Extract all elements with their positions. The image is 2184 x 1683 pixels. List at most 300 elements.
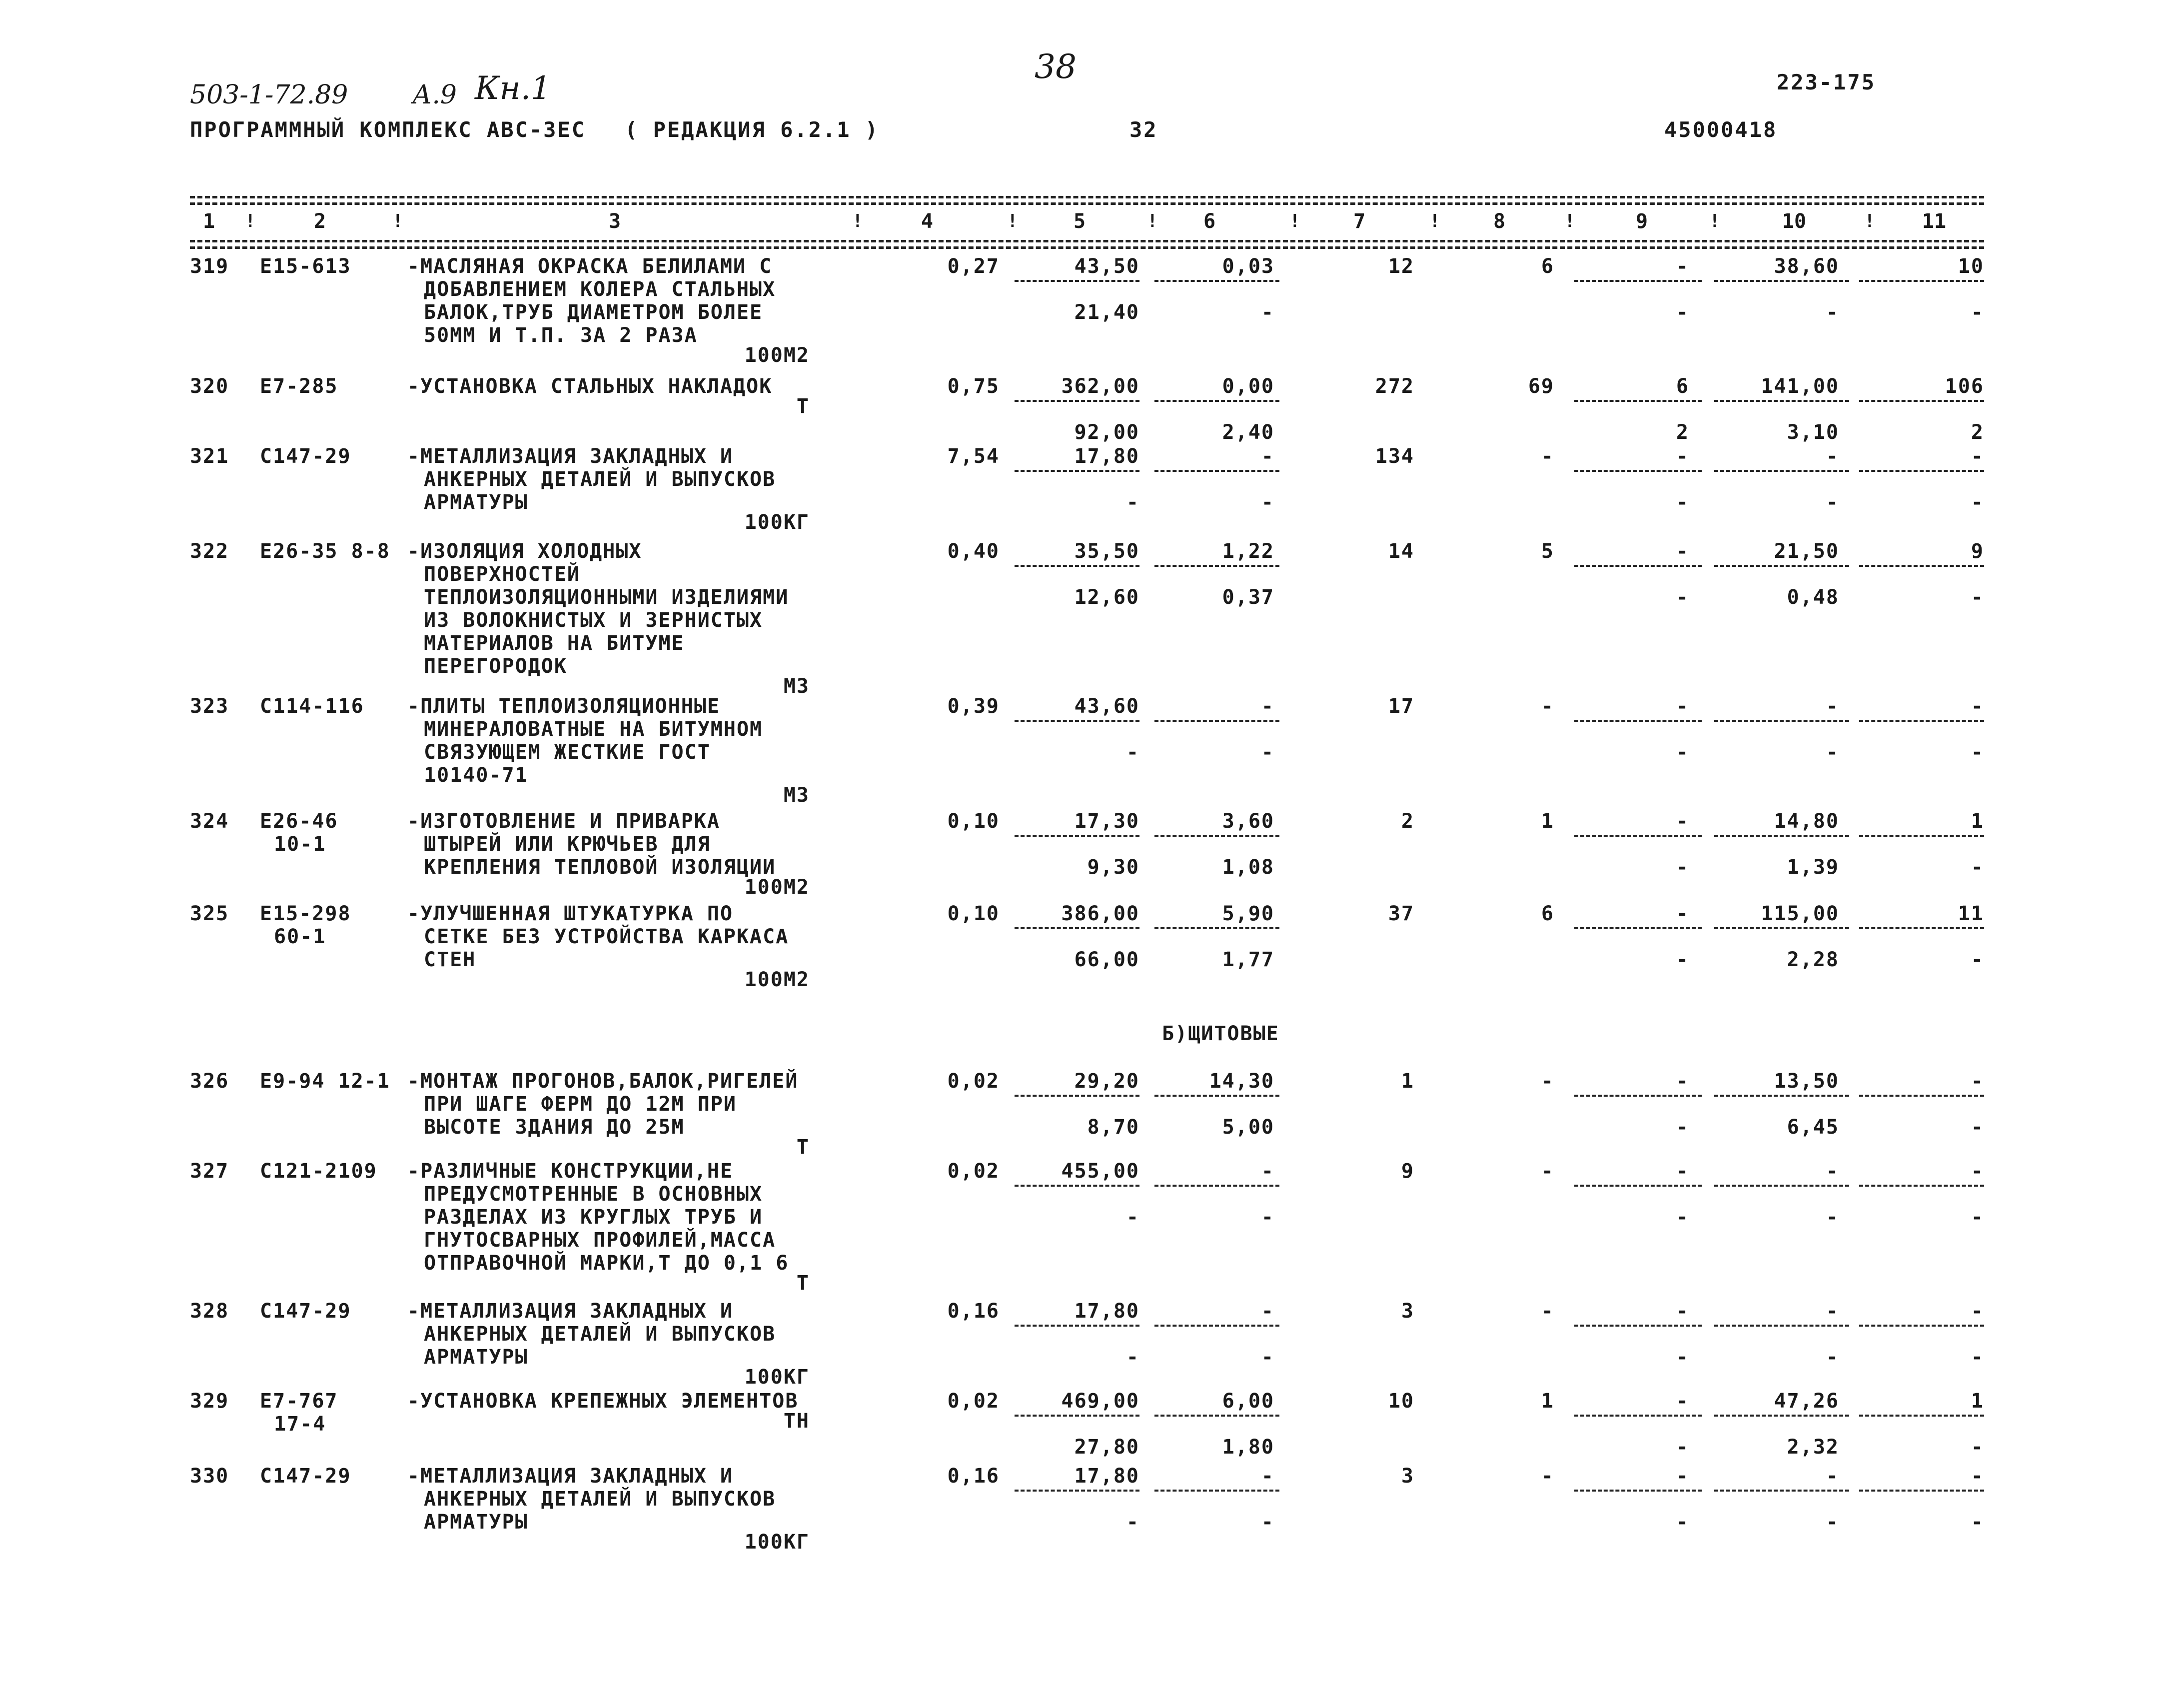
cell-col10-bottom: 0,48 [1787, 586, 1839, 609]
row-number: 321 [190, 445, 229, 468]
cell-divider [1574, 1095, 1702, 1097]
cell-col9-bottom: - [1676, 741, 1689, 764]
cell-col11-top: - [1971, 1160, 1984, 1183]
cell-col10-top: - [1826, 445, 1839, 468]
cell-col10-bottom: - [1826, 1206, 1839, 1229]
cell-col10-top: 21,50 [1774, 540, 1839, 563]
cell-col4: 0,16 [947, 1465, 1000, 1488]
cell-divider [1154, 835, 1279, 837]
row-code: С121-2109 [260, 1160, 377, 1183]
row-description: -МЕТАЛЛИЗАЦИЯ ЗАКЛАДНЫХ И [407, 1465, 734, 1488]
cell-divider [1859, 1490, 1984, 1492]
cell-divider [1574, 1490, 1702, 1492]
cell-divider [1015, 720, 1139, 722]
cell-col11-top: 10 [1958, 255, 1984, 278]
cell-divider [1714, 1325, 1849, 1327]
row-number: 327 [190, 1160, 229, 1183]
cell-col11-top: - [1971, 445, 1984, 468]
cell-col8: - [1541, 695, 1554, 718]
cell-divider [1714, 720, 1849, 722]
cell-divider [1714, 1490, 1849, 1492]
cell-col9-bottom: - [1676, 948, 1689, 971]
cell-col5-top: 362,00 [1061, 375, 1139, 398]
cell-col5-top: 29,20 [1074, 1070, 1139, 1093]
cell-col4: 0,40 [947, 540, 1000, 563]
row-description: ВЫСОТЕ ЗДАНИЯ ДО 25М [424, 1116, 685, 1139]
cell-col11-top: - [1971, 1465, 1984, 1488]
column-separator: ! [1709, 211, 1720, 231]
row-unit: 100М2 [744, 968, 810, 991]
row-description: ГНУТОСВАРНЫХ ПРОФИЛЕЙ,МАССА [424, 1229, 776, 1252]
cell-divider [1714, 1095, 1849, 1097]
program-title: ПРОГРАММНЫЙ КОМПЛЕКС АВС-3ЕС [190, 117, 586, 142]
cell-col8: - [1541, 445, 1554, 468]
row-unit: 100КГ [744, 1531, 810, 1554]
cell-col11-bottom: - [1971, 1346, 1984, 1369]
cell-col10-bottom: - [1826, 1511, 1839, 1534]
cell-divider [1714, 835, 1849, 837]
cell-col5-top: 43,60 [1074, 695, 1139, 718]
cell-col6-top: 1,22 [1222, 540, 1274, 563]
cell-divider [1015, 927, 1139, 929]
cell-col9-bottom: - [1676, 586, 1689, 609]
cell-col11-top: 1 [1971, 1390, 1984, 1413]
cell-col8: 1 [1541, 1390, 1554, 1413]
row-description: ПРЕДУСМОТРЕННЫЕ В ОСНОВНЫХ [424, 1183, 763, 1206]
cell-col9-top: - [1676, 1160, 1689, 1183]
cell-col5-bottom: 92,00 [1074, 421, 1139, 444]
cell-divider [1154, 1095, 1279, 1097]
edition: ( РЕДАКЦИЯ 6.2.1 ) [625, 117, 880, 142]
cell-col10-bottom: 2,32 [1787, 1436, 1839, 1459]
cell-col11-bottom: 2 [1971, 421, 1984, 444]
cell-col5-top: 35,50 [1074, 540, 1139, 563]
cell-col6-top: 5,90 [1222, 902, 1274, 925]
cell-col9-bottom: - [1676, 491, 1689, 514]
cell-divider [1859, 280, 1984, 282]
handwritten-code: 503-1-72.89 [190, 80, 348, 110]
cell-divider [1714, 470, 1849, 472]
cell-col6-top: 0,00 [1222, 375, 1274, 398]
cell-divider [1015, 835, 1139, 837]
cell-col9-top: - [1676, 1390, 1689, 1413]
cell-divider [1714, 565, 1849, 567]
cell-col5-bottom: - [1126, 1206, 1139, 1229]
cell-col11-top: 1 [1971, 810, 1984, 833]
row-description: ПРИ ШАГЕ ФЕРМ ДО 12М ПРИ [424, 1093, 737, 1116]
cell-col4: 0,10 [947, 902, 1000, 925]
column-separator: ! [852, 211, 863, 231]
row-description: ОТПРАВОЧНОЙ МАРКИ,Т ДО 0,1 6 [424, 1252, 789, 1275]
cell-col10-top: 141,00 [1761, 375, 1839, 398]
cell-col6-top: - [1261, 445, 1274, 468]
table-top-rule [190, 196, 1984, 198]
cell-col9-bottom: - [1676, 1116, 1689, 1139]
cell-col6-top: 6,00 [1222, 1390, 1274, 1413]
column-header-9: 9 [1635, 210, 1648, 233]
cell-divider [1714, 400, 1849, 402]
cell-col11-bottom: - [1971, 741, 1984, 764]
cell-col6-bottom: - [1261, 1511, 1274, 1534]
cell-col5-top: 43,50 [1074, 255, 1139, 278]
row-description: АРМАТУРЫ [424, 1511, 528, 1534]
column-separator: ! [1289, 211, 1300, 231]
cell-col10-bottom: 6,45 [1787, 1116, 1839, 1139]
cell-col6-bottom: 1,08 [1222, 856, 1274, 879]
row-description: -РАЗЛИЧНЫЕ КОНСТРУКЦИИ,НЕ [407, 1160, 734, 1183]
column-separator: ! [1147, 211, 1158, 231]
row-description: -МЕТАЛЛИЗАЦИЯ ЗАКЛАДНЫХ И [407, 1300, 734, 1323]
cell-divider [1154, 470, 1279, 472]
cell-col7: 3 [1401, 1465, 1414, 1488]
cell-col6-bottom: - [1261, 491, 1274, 514]
cell-divider [1574, 835, 1702, 837]
cell-divider [1714, 280, 1849, 282]
cell-col11-top: 106 [1945, 375, 1984, 398]
row-unit: М3 [783, 675, 810, 698]
cell-divider [1154, 565, 1279, 567]
cell-col4: 0,39 [947, 695, 1000, 718]
cell-col6-top: - [1261, 1300, 1274, 1323]
column-header-8: 8 [1493, 210, 1506, 233]
row-description: АНКЕРНЫХ ДЕТАЛЕЙ И ВЫПУСКОВ [424, 1488, 776, 1511]
cell-divider [1015, 470, 1139, 472]
row-description: АНКЕРНЫХ ДЕТАЛЕЙ И ВЫПУСКОВ [424, 1323, 776, 1346]
cell-col6-top: - [1261, 1160, 1274, 1183]
cell-col10-bottom: 1,39 [1787, 856, 1839, 879]
table-top-rule-2 [190, 202, 1984, 205]
cell-divider [1015, 1415, 1139, 1417]
row-unit: Т [796, 1272, 810, 1295]
cell-col7: 134 [1375, 445, 1414, 468]
row-number: 324 [190, 810, 229, 833]
cell-col10-top: 13,50 [1774, 1070, 1839, 1093]
cell-divider [1015, 400, 1139, 402]
cell-col10-top: - [1826, 1465, 1839, 1488]
handwritten-album: А.9 [412, 80, 457, 110]
doc-id: 45000418 [1664, 117, 1778, 142]
row-description: ПОВЕРХНОСТЕЙ [424, 563, 580, 586]
cell-col4: 0,02 [947, 1160, 1000, 1183]
cell-col7: 272 [1375, 375, 1414, 398]
cell-col9-bottom: - [1676, 1206, 1689, 1229]
cell-col6-bottom: 5,00 [1222, 1116, 1274, 1139]
row-code: 17-4 [274, 1413, 326, 1436]
cell-col5-top: 17,80 [1074, 1300, 1139, 1323]
cell-divider [1859, 720, 1984, 722]
row-description: АРМАТУРЫ [424, 1346, 528, 1369]
row-number: 322 [190, 540, 229, 563]
row-code: С147-29 [260, 1465, 351, 1488]
cell-col4: 0,16 [947, 1300, 1000, 1323]
row-unit: Т [796, 1136, 810, 1159]
cell-col11-top: - [1971, 695, 1984, 718]
row-description: МАТЕРИАЛОВ НА БИТУМЕ [424, 632, 685, 655]
cell-col10-top: 38,60 [1774, 255, 1839, 278]
cell-col4: 0,10 [947, 810, 1000, 833]
cell-col5-bottom: 27,80 [1074, 1436, 1139, 1459]
cell-col8: 1 [1541, 810, 1554, 833]
cell-col9-top: - [1676, 445, 1689, 468]
cell-divider [1859, 927, 1984, 929]
cell-col11-bottom: - [1971, 1116, 1984, 1139]
cell-col9-bottom: - [1676, 856, 1689, 879]
cell-col7: 10 [1388, 1390, 1414, 1413]
cell-col5-bottom: - [1126, 1346, 1139, 1369]
cell-col8: 6 [1541, 902, 1554, 925]
row-description: -МАСЛЯНАЯ ОКРАСКА БЕЛИЛАМИ С [407, 255, 773, 278]
cell-col4: 7,54 [947, 445, 1000, 468]
row-description: -УСТАНОВКА СТАЛЬНЫХ НАКЛАДОК [407, 375, 773, 398]
cell-divider [1015, 1185, 1139, 1187]
column-header-6: 6 [1203, 210, 1216, 233]
cell-divider [1015, 1095, 1139, 1097]
cell-col5-bottom: 8,70 [1087, 1116, 1139, 1139]
cell-col9-bottom: - [1676, 1511, 1689, 1534]
cell-divider [1154, 1415, 1279, 1417]
cell-col7: 12 [1388, 255, 1414, 278]
cell-col11-bottom: - [1971, 856, 1984, 879]
cell-divider [1574, 400, 1702, 402]
cell-col4: 0,02 [947, 1390, 1000, 1413]
cell-col9-top: 6 [1676, 375, 1689, 398]
column-header-rule-2 [190, 246, 1984, 249]
cell-col7: 17 [1388, 695, 1414, 718]
row-description: СТЕН [424, 948, 476, 971]
cell-divider [1859, 1415, 1984, 1417]
cell-col5-bottom: - [1126, 741, 1139, 764]
cell-col8: 6 [1541, 255, 1554, 278]
cell-col9-top: - [1676, 902, 1689, 925]
handwritten-page-number: 38 [1035, 47, 1077, 86]
cell-col11-bottom: - [1971, 1206, 1984, 1229]
column-header-5: 5 [1073, 210, 1086, 233]
row-number: 325 [190, 902, 229, 925]
cell-col6-top: 0,03 [1222, 255, 1274, 278]
cell-col6-bottom: - [1261, 741, 1274, 764]
row-number: 319 [190, 255, 229, 278]
row-description: РАЗДЕЛАХ ИЗ КРУГЛЫХ ТРУБ И [424, 1206, 763, 1229]
cell-col5-top: 17,80 [1074, 1465, 1139, 1488]
cell-divider [1015, 1325, 1139, 1327]
row-description: МИНЕРАЛОВАТНЫЕ НА БИТУМНОМ [424, 718, 763, 741]
row-code: С114-116 [260, 695, 364, 718]
row-description: СВЯЗУЮЩЕМ ЖЕСТКИЕ ГОСТ [424, 741, 711, 764]
row-unit: 100КГ [744, 511, 810, 534]
cell-divider [1154, 400, 1279, 402]
column-header-7: 7 [1353, 210, 1366, 233]
row-unit: 100М2 [744, 876, 810, 899]
cell-col11-top: - [1971, 1070, 1984, 1093]
cell-divider [1714, 927, 1849, 929]
cell-divider [1574, 720, 1702, 722]
cell-divider [1859, 565, 1984, 567]
doc-code: 223-175 [1777, 70, 1876, 94]
row-number: 320 [190, 375, 229, 398]
row-unit: 100М2 [744, 344, 810, 367]
row-unit: М3 [783, 784, 810, 807]
row-description: ТЕПЛОИЗОЛЯЦИОННЫМИ ИЗДЕЛИЯМИ [424, 586, 789, 609]
row-code: 10-1 [274, 833, 326, 856]
column-separator: ! [1564, 211, 1575, 231]
cell-divider [1154, 1185, 1279, 1187]
cell-col10-bottom: 2,28 [1787, 948, 1839, 971]
cell-col11-top: 11 [1958, 902, 1984, 925]
cell-col5-top: 469,00 [1061, 1390, 1139, 1413]
cell-divider [1574, 1185, 1702, 1187]
cell-col6-bottom: 0,37 [1222, 586, 1274, 609]
cell-col9-top: - [1676, 695, 1689, 718]
cell-col7: 2 [1401, 810, 1414, 833]
cell-divider [1859, 1325, 1984, 1327]
column-header-10: 10 [1782, 210, 1807, 233]
cell-col9-top: - [1676, 1465, 1689, 1488]
cell-divider [1154, 1490, 1279, 1492]
cell-col10-top: - [1826, 1300, 1839, 1323]
cell-col5-bottom: 21,40 [1074, 301, 1139, 324]
cell-divider [1859, 470, 1984, 472]
cell-divider [1574, 1325, 1702, 1327]
row-description: 10140-71 [424, 764, 528, 787]
cell-col11-bottom: - [1971, 586, 1984, 609]
cell-col9-top: - [1676, 540, 1689, 563]
cell-col10-top: - [1826, 695, 1839, 718]
cell-col6-bottom: 1,77 [1222, 948, 1274, 971]
cell-col8: 69 [1528, 375, 1554, 398]
column-header-4: 4 [921, 210, 934, 233]
row-description: -УСТАНОВКА КРЕПЕЖНЫХ ЭЛЕМЕНТОВ [407, 1390, 799, 1413]
section-title: Б)ЩИТОВЫЕ [1162, 1022, 1279, 1045]
cell-col6-top: - [1261, 695, 1274, 718]
row-code: Е26-46 [260, 810, 338, 833]
row-code: Е7-767 [260, 1390, 338, 1413]
column-header-3: 3 [608, 210, 621, 233]
row-description: -ИЗОЛЯЦИЯ ХОЛОДНЫХ [407, 540, 642, 563]
cell-divider [1574, 280, 1702, 282]
column-header-2: 2 [313, 210, 326, 233]
column-separator: ! [1864, 211, 1875, 231]
cell-col9-top: - [1676, 810, 1689, 833]
row-number: 326 [190, 1070, 229, 1093]
cell-col10-bottom: - [1826, 1346, 1839, 1369]
cell-divider [1859, 400, 1984, 402]
row-code: Е7-285 [260, 375, 338, 398]
row-code: Е9-94 12-1 [260, 1070, 390, 1093]
cell-col6-bottom: - [1261, 1346, 1274, 1369]
row-code: С147-29 [260, 445, 351, 468]
cell-col4: 0,75 [947, 375, 1000, 398]
column-header-1: 1 [202, 210, 215, 233]
cell-col10-top: 14,80 [1774, 810, 1839, 833]
row-description: -ПЛИТЫ ТЕПЛОИЗОЛЯЦИОННЫЕ [407, 695, 720, 718]
cell-divider [1859, 1095, 1984, 1097]
cell-divider [1154, 280, 1279, 282]
row-description: АНКЕРНЫХ ДЕТАЛЕЙ И ВЫПУСКОВ [424, 468, 776, 491]
row-description: ШТЫРЕЙ ИЛИ КРЮЧЬЕВ ДЛЯ [424, 833, 711, 856]
cell-divider [1154, 1325, 1279, 1327]
cell-col10-top: 47,26 [1774, 1390, 1839, 1413]
cell-col11-top: - [1971, 1300, 1984, 1323]
cell-col5-bottom: 9,30 [1087, 856, 1139, 879]
cell-col9-bottom: - [1676, 301, 1689, 324]
cell-col11-top: 9 [1971, 540, 1984, 563]
cell-col11-bottom: - [1971, 301, 1984, 324]
cell-col5-bottom: - [1126, 1511, 1139, 1534]
cell-divider [1574, 565, 1702, 567]
cell-col4: 0,27 [947, 255, 1000, 278]
row-unit: Т [796, 395, 810, 418]
cell-col11-bottom: - [1971, 1436, 1984, 1459]
cell-divider [1015, 280, 1139, 282]
cell-divider [1015, 1490, 1139, 1492]
cell-col8: - [1541, 1070, 1554, 1093]
cell-col6-bottom: 1,80 [1222, 1436, 1274, 1459]
cell-col7: 1 [1401, 1070, 1414, 1093]
row-code: Е15-613 [260, 255, 351, 278]
cell-col10-bottom: 3,10 [1787, 421, 1839, 444]
row-number: 330 [190, 1465, 229, 1488]
cell-col10-bottom: - [1826, 491, 1839, 514]
cell-col9-bottom: - [1676, 1436, 1689, 1459]
cell-col6-top: - [1261, 1465, 1274, 1488]
row-description: ДОБАВЛЕНИЕМ КОЛЕРА СТАЛЬНЫХ [424, 278, 776, 301]
cell-divider [1154, 720, 1279, 722]
row-description: БАЛОК,ТРУБ ДИАМЕТРОМ БОЛЕЕ [424, 301, 763, 324]
row-number: 329 [190, 1390, 229, 1413]
cell-col6-bottom: - [1261, 301, 1274, 324]
cell-col5-top: 17,80 [1074, 445, 1139, 468]
cell-divider [1574, 927, 1702, 929]
cell-col10-top: 115,00 [1761, 902, 1839, 925]
cell-col9-top: - [1676, 255, 1689, 278]
row-description: -ИЗГОТОВЛЕНИЕ И ПРИВАРКА [407, 810, 720, 833]
row-description: КРЕПЛЕНИЯ ТЕПЛОВОЙ ИЗОЛЯЦИИ [424, 856, 776, 879]
cell-divider [1859, 835, 1984, 837]
cell-col5-bottom: - [1126, 491, 1139, 514]
cell-col5-bottom: 66,00 [1074, 948, 1139, 971]
row-number: 328 [190, 1300, 229, 1323]
cell-col6-top: 14,30 [1209, 1070, 1274, 1093]
column-separator: ! [392, 211, 403, 231]
cell-divider [1574, 1415, 1702, 1417]
column-header-11: 11 [1922, 210, 1947, 233]
row-description: СЕТКЕ БЕЗ УСТРОЙСТВА КАРКАСА [424, 925, 789, 948]
cell-col9-top: - [1676, 1300, 1689, 1323]
cell-col6-bottom: 2,40 [1222, 421, 1274, 444]
cell-col7: 37 [1388, 902, 1414, 925]
row-code: Е15-298 [260, 902, 351, 925]
cell-col5-top: 455,00 [1061, 1160, 1139, 1183]
cell-col9-bottom: 2 [1676, 421, 1689, 444]
cell-col10-top: - [1826, 1160, 1839, 1183]
cell-col6-bottom: - [1261, 1206, 1274, 1229]
row-description: -МЕТАЛЛИЗАЦИЯ ЗАКЛАДНЫХ И [407, 445, 734, 468]
row-number: 323 [190, 695, 229, 718]
column-separator: ! [1429, 211, 1440, 231]
row-unit: ТН [783, 1410, 810, 1433]
cell-divider [1574, 470, 1702, 472]
cell-col8: - [1541, 1465, 1554, 1488]
cell-col5-bottom: 12,60 [1074, 586, 1139, 609]
cell-col11-bottom: - [1971, 948, 1984, 971]
cell-col11-bottom: - [1971, 491, 1984, 514]
handwritten-book: Кн.1 [475, 70, 551, 107]
cell-col5-top: 17,30 [1074, 810, 1139, 833]
cell-col7: 9 [1401, 1160, 1414, 1183]
row-code: Е26-35 8-8 [260, 540, 390, 563]
cell-col7: 3 [1401, 1300, 1414, 1323]
cell-col11-bottom: - [1971, 1511, 1984, 1534]
